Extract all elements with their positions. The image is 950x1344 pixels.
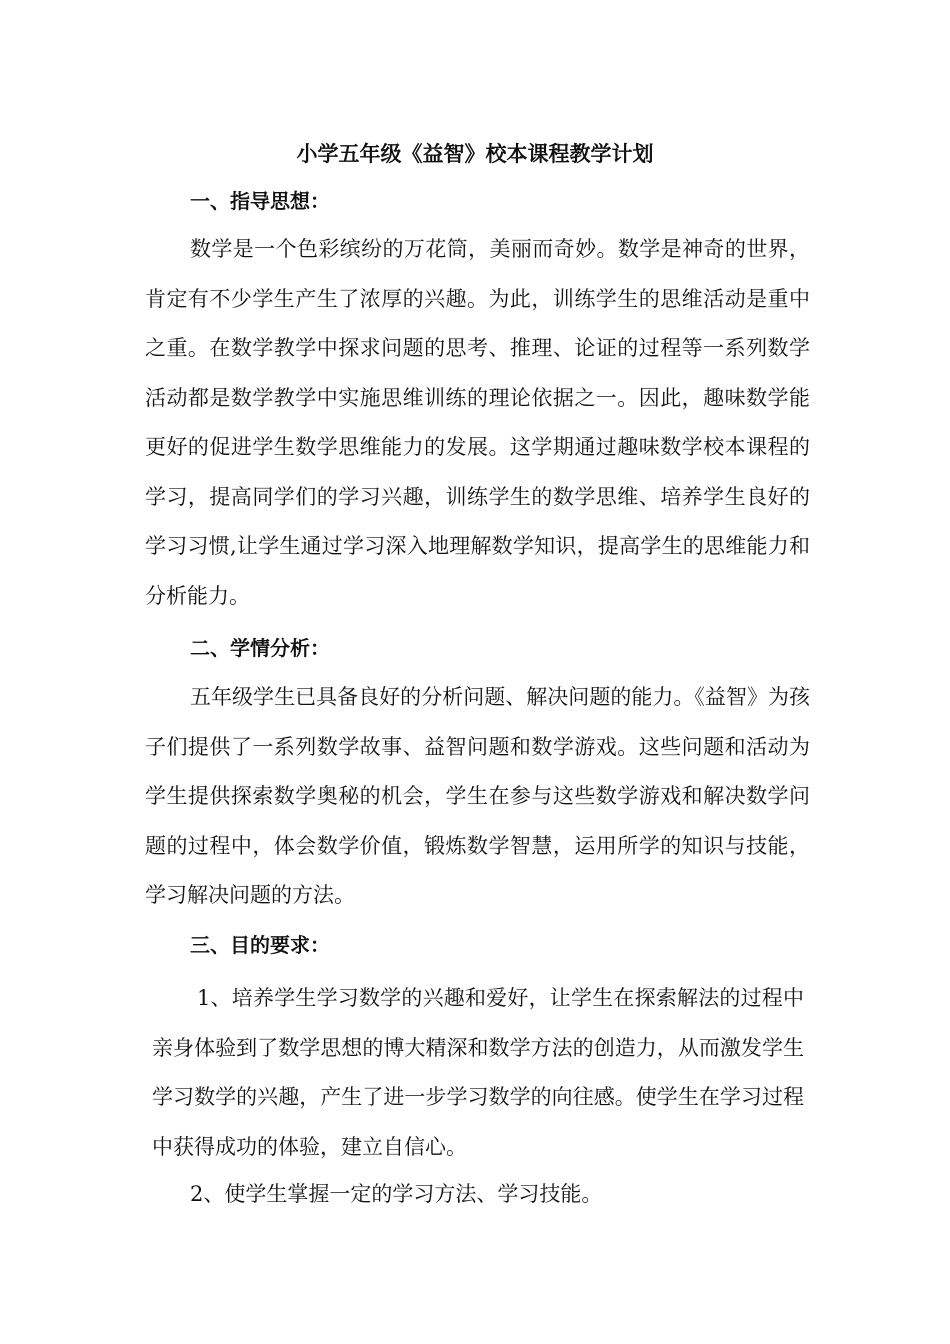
objective-item-2: 2、使学生掌握一定的学习方法、学习技能。: [190, 1182, 603, 1206]
document-title: 小学五年级《益智》校本课程教学计划: [296, 141, 654, 166]
section-heading-guiding-thought: 一、指导思想：: [190, 189, 330, 213]
objective-item-1: 1、培养学生学习数学的兴趣和爱好，让学生在探索解法的过程中亲身体验到了数学思想的博大精深和数学方法的创造力，从而激发学生学习数学的兴趣，产生了进一步学习数学的向往感。使学生在学习过程中获得成功的体验，建立自信心。: [152, 986, 804, 1159]
section-paragraph-student-analysis: 五年级学生已具备良好的分析问题、解决问题的能力。《益智》为孩子们提供了一系列数学故事、益智问题和数学游戏。这些问题和活动为学生提供探索数学奥秘的机会，学生在参与这些数学游戏和解决数学问题的过程中，体会数学价值，锻炼数学智慧，运用所学的知识与技能，学习解决问题的方法。: [145, 685, 810, 907]
section-heading-objectives: 三、目的要求：: [190, 933, 330, 957]
section-heading-student-analysis: 二、学情分析：: [190, 636, 330, 660]
section-paragraph-guiding-thought: 数学是一个色彩缤纷的万花筒，美丽而奇妙。数学是神奇的世界，肯定有不少学生产生了浓厚的兴趣。为此，训练学生的思维活动是重中之重。在数学教学中探求问题的思考、推理、论证的过程等一系列数学活动都是数学教学中实施思维训练的理论依据之一。因此，趣味数学能更好的促进学生数学思维能力的发展。这学期通过趣味数学校本课程的学习，提高同学们的学习兴趣，训练学生的数学思维、培养学生良好的学习习惯,让学生通过学习深入地理解数学知识，提高学生的思维能力和分析能力。: [145, 237, 810, 608]
